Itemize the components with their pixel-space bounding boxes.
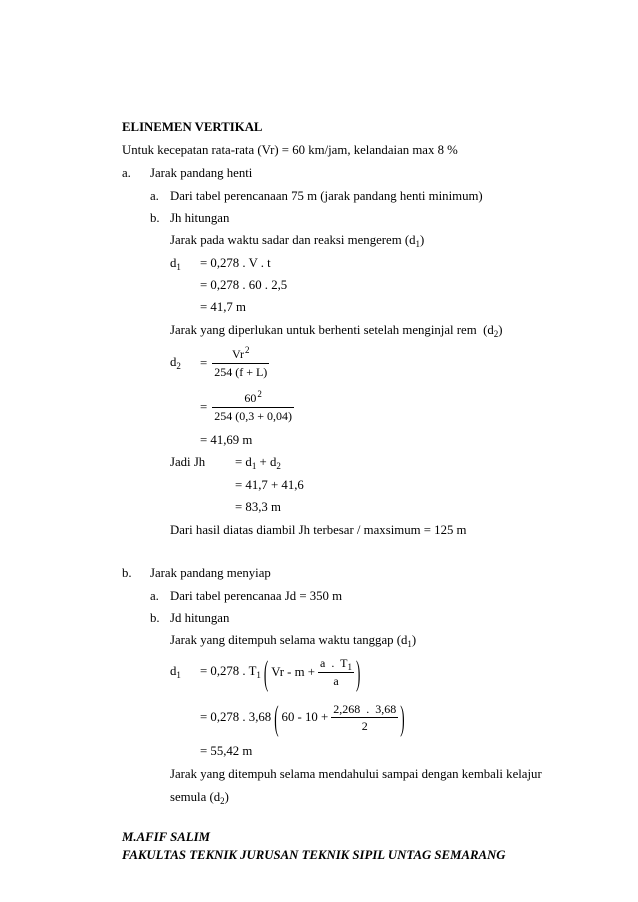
section-a-d1-formula: = 0,278 . V . t — [200, 256, 271, 270]
section-a-d1-symbol — [170, 256, 181, 272]
section-b-d1-intro — [170, 633, 416, 649]
footer-institution: FAKULTAS TEKNIK JURUSAN TEKNIK SIPIL UNTAG SEMARANG — [122, 848, 506, 862]
section-b-item-b-text: Jd hitungan — [170, 611, 230, 625]
substitution-prefix: = 0,278 . 3,68 — [200, 709, 272, 724]
section-a-item-b-marker: b. — [150, 211, 160, 225]
formula-prefix — [200, 664, 261, 680]
section-a-d1-intro — [170, 233, 424, 249]
numerator-text: 60 — [244, 391, 257, 405]
footer-author: M.AFIF SALIM — [122, 830, 210, 844]
numerator-subscript: 1 — [347, 662, 352, 672]
open-parenthesis: ( — [274, 696, 279, 738]
jh-formula-mid: + d — [256, 455, 277, 469]
d1-intro-subscript: 1 — [415, 239, 421, 249]
fraction-denominator: 2 — [331, 717, 398, 733]
section-b-d1-result: = 55,42 m — [200, 744, 253, 758]
jh-label: Jadi Jh — [170, 455, 206, 469]
jh-formula-pre: = d — [235, 455, 252, 469]
section-b-d1-substitution-row — [200, 697, 405, 737]
d2-symbol-subscript: 2 — [176, 361, 181, 371]
d2-intro-subscript: 2 — [493, 329, 499, 339]
numerator-text: a . T — [320, 656, 348, 670]
section-b-heading: Jarak pandang menyiap — [150, 566, 271, 580]
section-a-conclusion: Dari hasil diatas diambil Jh terbesar / maxsimum = 125 m — [170, 523, 467, 537]
section-a-marker: a. — [122, 166, 131, 180]
d2-substituted-fraction — [212, 391, 294, 423]
fraction-numerator: 2,268 . 3,68 — [333, 701, 397, 716]
jh-substitution: = 41,7 + 41,6 — [235, 478, 304, 492]
fraction-numerator — [212, 347, 269, 363]
formula-inner-terms: Vr - m + — [271, 664, 316, 679]
d2-fraction — [212, 347, 269, 379]
fraction-numerator — [212, 391, 294, 407]
open-parenthesis: ( — [263, 651, 269, 693]
d2-intro-close: ) — [224, 790, 229, 804]
d1-symbol-base: d — [170, 664, 177, 678]
substitution-inner-terms: 60 - 10 + — [281, 709, 329, 724]
d2-intro-text: semula (d — [170, 790, 221, 804]
fraction-denominator: 254 (0,3 + 0,04) — [214, 409, 292, 423]
fraction-denominator: 254 (f + L) — [214, 365, 268, 379]
section-a-d1-substitution: = 0,278 . 60 . 2,5 — [200, 278, 288, 292]
d2-intro-close: ) — [498, 323, 503, 337]
d1-intro-close: ) — [420, 233, 425, 247]
section-a-d2-substitution-row — [200, 387, 294, 427]
section-b-d1-formula-row — [170, 652, 360, 692]
section-a-item-a-text: Dari tabel perencanaan 75 m (jarak pandang henti minimum) — [170, 189, 483, 203]
d2-symbol — [170, 355, 200, 371]
equals-sign: = — [200, 399, 208, 414]
d2-intro-text: Jarak yang diperlukan untuk berhenti setelah menginjal rem (d — [170, 323, 494, 337]
section-b-d2-intro-line1: Jarak yang ditempuh selama mendahului sampai dengan kembali kelajur — [170, 767, 542, 781]
jh-formula — [235, 455, 281, 471]
fraction-denominator: a — [318, 672, 354, 688]
section-a-d2-intro — [170, 323, 503, 339]
d1-intro-text: Jarak pada waktu sadar dan reaksi mengerem (d — [170, 233, 416, 247]
d1-symbol-base: d — [170, 256, 177, 270]
section-a-item-a-marker: a. — [150, 189, 159, 203]
close-parenthesis: ) — [355, 651, 361, 693]
numerator-superscript: 2 — [244, 345, 250, 355]
jh-result: = 83,3 m — [235, 500, 281, 514]
d1-symbol-subscript: 1 — [176, 670, 181, 680]
section-a-d1-result: = 41,7 m — [200, 300, 246, 314]
d2-intro-subscript: 2 — [220, 796, 225, 806]
numerator-text: Vr — [232, 347, 244, 361]
section-a-heading: Jarak pandang henti — [150, 166, 253, 180]
d1-symbol-subscript: 1 — [176, 262, 181, 272]
section-b-item-a-marker: a. — [150, 589, 159, 603]
close-parenthesis: ) — [400, 696, 405, 738]
jh-formula-subscript-1: 1 — [251, 461, 257, 471]
section-a-d2-result: = 41,69 m — [200, 433, 253, 447]
d1-substituted-fraction — [331, 702, 398, 733]
d2-symbol-base: d — [170, 355, 177, 369]
section-b-item-a-text: Dari tabel perencanaa Jd = 350 m — [170, 589, 343, 603]
section-a-d2-formula-row — [170, 343, 269, 383]
jh-formula-subscript-2: 2 — [276, 461, 281, 471]
equals-sign: = — [200, 355, 208, 370]
d1-fraction — [318, 656, 354, 688]
intro-text: Untuk kecepatan rata-rata (Vr) = 60 km/jam, kelandaian max 8 % — [122, 143, 458, 157]
section-b-marker: b. — [122, 566, 132, 580]
formula-prefix-subscript: 1 — [256, 670, 261, 680]
d1-intro-close: ) — [411, 633, 417, 647]
section-a-item-b-text: Jh hitungan — [170, 211, 230, 225]
numerator-superscript: 2 — [257, 389, 262, 399]
section-b-d2-intro-line2 — [170, 790, 229, 806]
fraction-numerator — [318, 656, 354, 672]
section-title: ELINEMEN VERTIKAL — [122, 120, 263, 134]
d1-symbol — [170, 664, 200, 680]
d1-intro-subscript: 1 — [407, 639, 412, 649]
d1-intro-text: Jarak yang ditempuh selama waktu tanggap (d — [170, 633, 408, 647]
formula-prefix-text: = 0,278 . T — [200, 664, 257, 678]
section-b-item-b-marker: b. — [150, 611, 160, 625]
